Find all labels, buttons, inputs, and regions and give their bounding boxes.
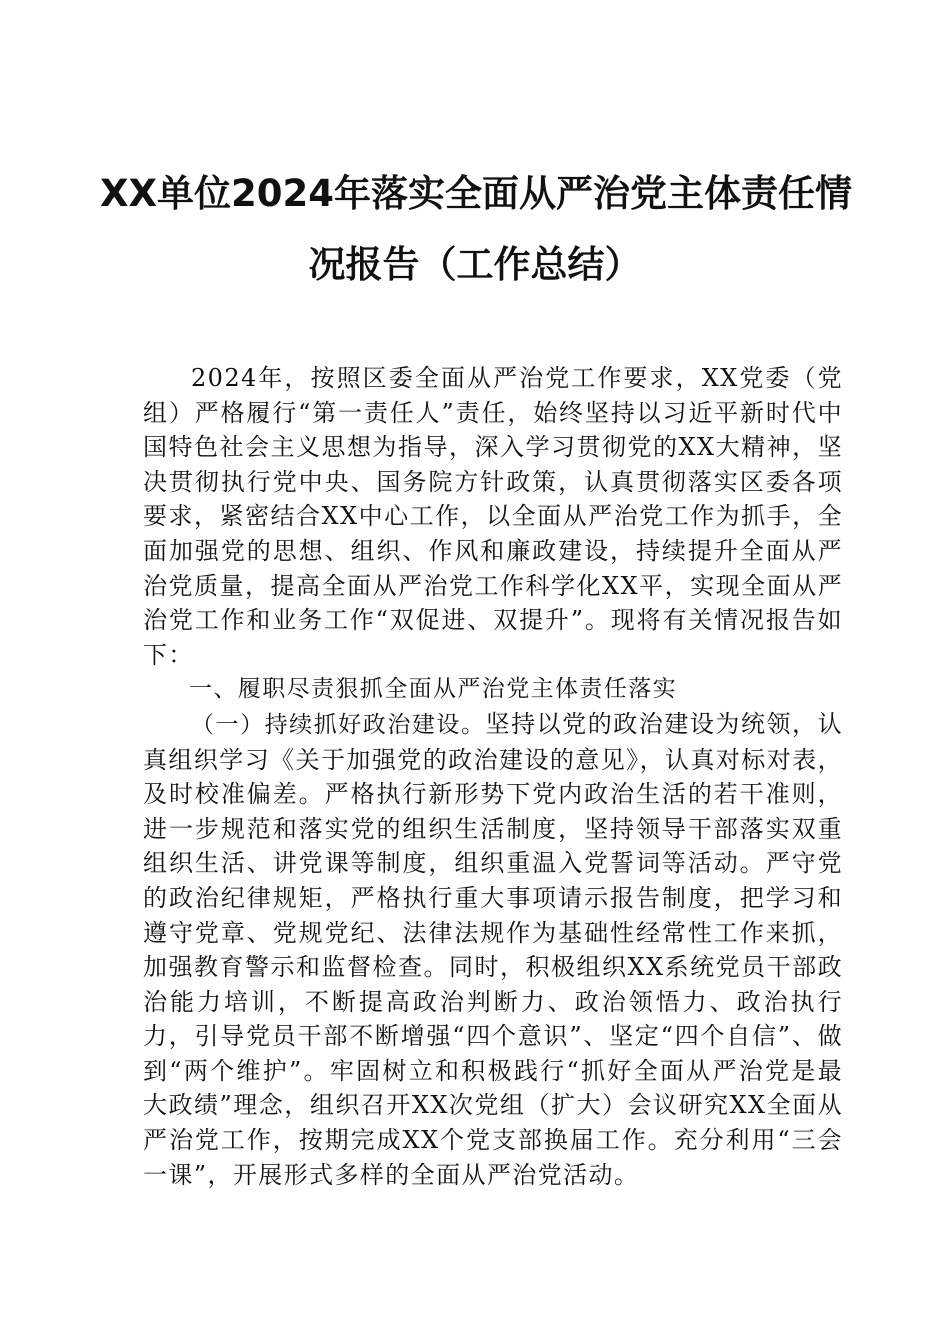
- subsection-1-heading: （一）持续抓好政治建设。: [191, 711, 486, 738]
- document-body: [143, 361, 843, 1192]
- document-title-line-2: 况报告（工作总结）: [308, 243, 642, 286]
- subsection-1-paragraph: [143, 707, 843, 1192]
- section-1-heading: 一、履职尽责狠抓全面从严治党主体责任落实: [189, 676, 677, 703]
- intro-paragraph: 2024年，按照区委全面从严治党工作要求，XX党委（党组）严格履行“第一责任人”责任，始终坚持以习近平新时代中国特色社会主义思想为指导，深入学习贯彻党的XX大精神，坚决贯彻执行党中央、国务院方针政策，认真贯彻落实区委各项要求，紧密结合XX中心工作，以全面从严治党工作为抓手，全面加强党的思想、组织、作风和廉政建设，持续提升全面从严治党质量，提高全面从严治党工作科学化XX平，实现全面从严治党工作和业务工作“双促进、双提升”。现将有关情况报告如下：: [143, 364, 843, 669]
- subsection-1-body: 坚持以党的政治建设为统领，认真组织学习《关于加强党的政治建设的意见》，认真对标对表，及时校准偏差。严格执行新形势下党内政治生活的若干准则，进一步规范和落实党的组织生活制度，坚持领导干部落实双重组织生活、讲党课等制度，组织重温入党誓词等活动。严守党的政治纪律规矩，严格执行重大事项请示报告制度，把学习和遵守党章、党规党纪、法律法规作为基础性经常性工作来抓，加强教育警示和监督检查。同时，积极组织XX系统党员干部政治能力培训，不断提高政治判断力、政治领悟力、政治执行力，引导党员干部不断增强“四个意识”、坚定“四个自信”、做到“两个维护”。牢固树立和积极践行“抓好全面从严治党是最大政绩”理念，组织召开XX次党组（扩大）会议研究XX全面从严治党工作，按期完成XX个党支部换届工作。充分利用“三会一课”，开展形式多样的全面从严治党活动。: [143, 709, 843, 1189]
- document-title-line-1: XX单位2024年落实全面从严治党主体责任情: [100, 172, 853, 215]
